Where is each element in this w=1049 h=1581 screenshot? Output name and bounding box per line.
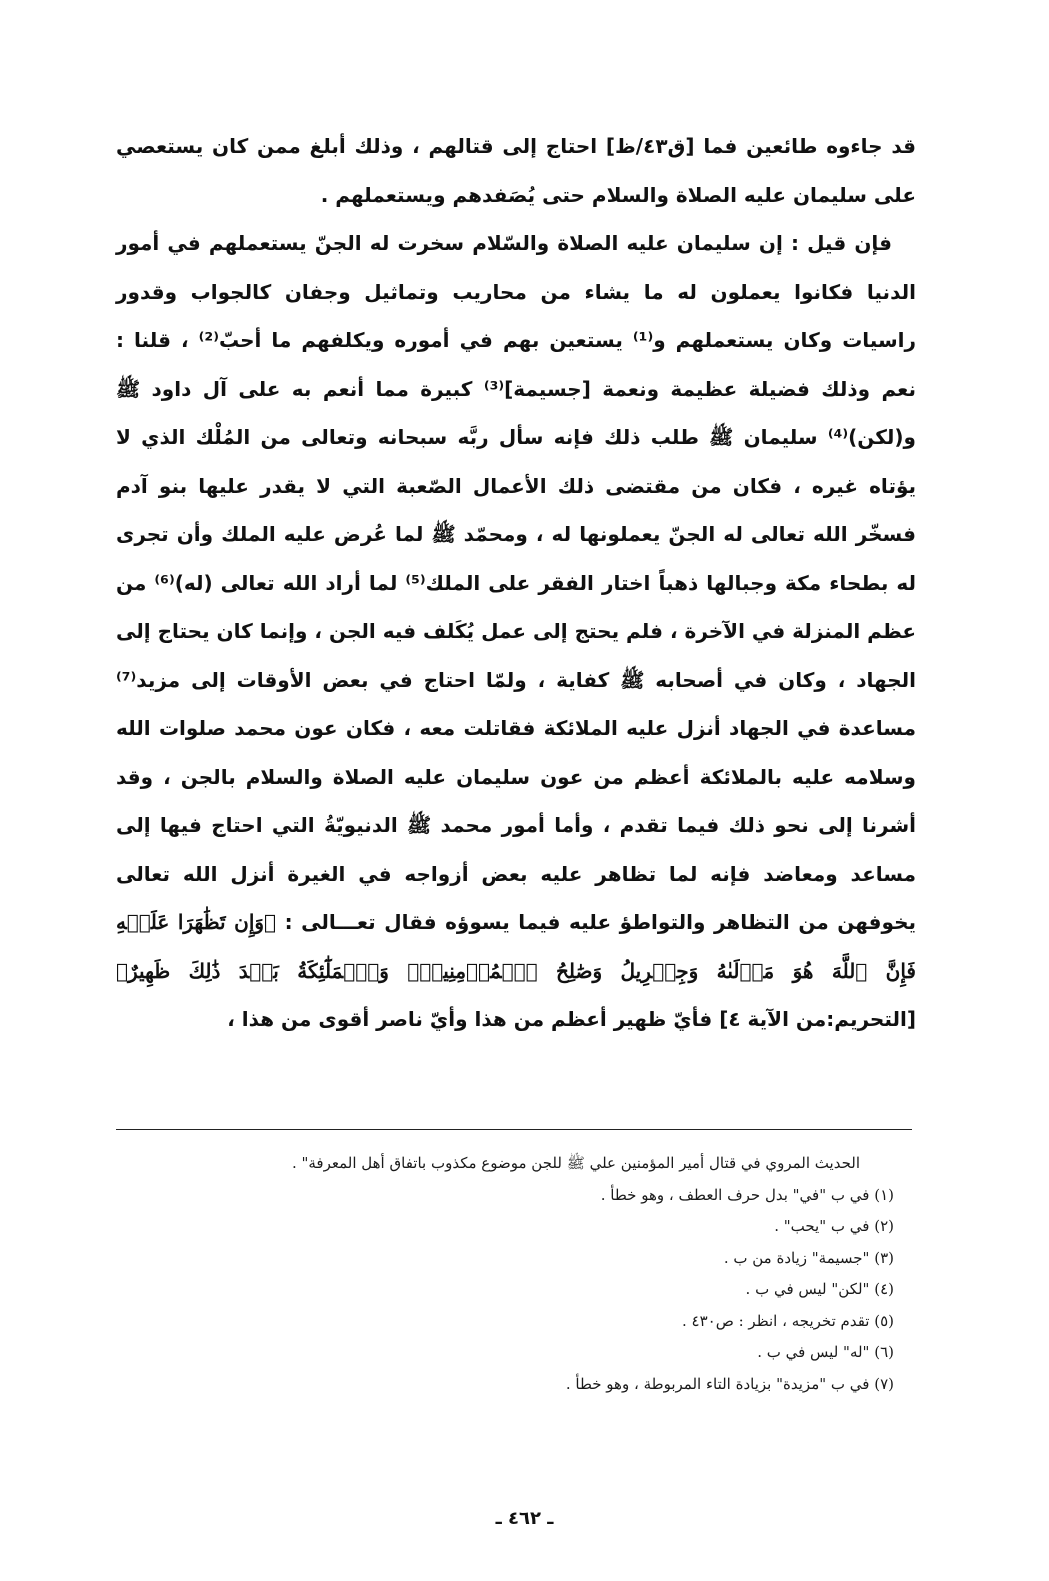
text-line: أمور محمد ﷺ الدنيويّةُ التي احتاج فيها إلى مساعد ومعاضد فإنه لما تظاهر عليه بعض: [116, 813, 916, 886]
text-line: ﷺ طلب ذلك فإنه سأل ربَّه سبحانه وتعالى من المُلْك الذي لا يؤتاه غيره ، فكان من: [116, 425, 917, 498]
text-line: على سليمان عليه الصلاة والسلام حتى يُصَفدهم ويستعملهم .: [320, 182, 916, 207]
footnote-divider: [116, 1129, 912, 1130]
footnote-6: (٦) "له" ليس في ب .: [757, 1343, 894, 1361]
text-line: فأيّ ظهير أعظم من هذا وأيّ ناصر أقوى من هذا ،: [227, 1007, 713, 1031]
text-line: عظيمة ونعمة [جسيمة]⁽³⁾ كبيرة مما أنعم به على آل داود ﷺ و(لكن)⁽⁴⁾ سليمان: [116, 376, 916, 449]
text-line: اختار الفقر على الملك⁽⁵⁾ لما أراد الله تعالى (له)⁽⁶⁾ من عظم المنزلة في الآخرة ، فلم: [116, 570, 916, 643]
paragraph-2: [116, 219, 916, 1044]
footnote-5: (٥) تقدم تخريجه ، انظر : ص٤٣٠ .: [681, 1311, 894, 1330]
text-line: الملائكة فقاتلت معه ، فكان عون محمد صلوات الله وسلامه عليه بالملائكة أعظم من: [116, 716, 916, 789]
text-line: الدنيا فكانوا يعملون له ما يشاء من محاريب وتماثيل وجفان كالجواب وقدور راسيات: [116, 279, 916, 352]
quran-verse: ﴿وَإِن تَظَٰهَرَا عَلَيۡهِ فَإِنَّ ٱللَّهَ هُوَ مَوۡلَىٰهُ وَجِبۡرِيلُ وَصَٰلِحُ ٱلۡمُؤۡمِنِينَۖ وَٱلۡمَلَٰٓئِكَةُ بَعۡدَ ذَٰلِكَ ظَهِيرٌ﴾: [116, 910, 916, 983]
paragraph-1: [116, 122, 916, 219]
text-line: فإن قيل : إن سليمان عليه الصلاة والسّلام سخرت له الجنّ يستعملهم في أمور: [116, 231, 892, 255]
verse-citation: [التحريم:من الآية ٤]: [712, 1007, 916, 1031]
page-number: ـ ٤٦٢ ـ: [495, 1508, 554, 1529]
footnote-7: (٧) في ب "مزيدة" بزيادة التاء المربوطة ، وهو خطأ .: [565, 1374, 894, 1393]
footnote-continuation: الحديث المروي في قتال أمير المؤمنين علي ﷺ للجن موضوع مكذوب باتفاق أهل المعرفة" .: [291, 1154, 860, 1172]
verse-intro: تعـــالى :: [276, 910, 376, 934]
text-line: مقتضى ذلك الأعمال الصّعبة التي لا يقدر عليها بنو آدم فسخّر الله تعالى له الجنّ: [116, 473, 917, 546]
main-text-body: [116, 122, 916, 1044]
footnote-1: (١) في ب "في" بدل حرف العطف ، وهو خطأ .: [600, 1185, 894, 1204]
footnote-4: (٤) "لكن" ليس في ب .: [745, 1280, 894, 1298]
text-line: أزواجه في الغيرة أنزل الله تعالى يخوفهن من التظاهر والتواطؤ عليه فيما يسوؤه فقال: [116, 861, 916, 934]
footnotes-section: [116, 1148, 912, 1400]
text-line: يحتج إلى عمل يُكَلف فيه الجن ، وإنما كان يحتاج إلى الجهاد ، وكان في أصحابه ﷺ: [116, 619, 916, 692]
footnote-3: (٣) "جسيمة" زيادة من ب .: [723, 1248, 894, 1267]
text-line: يعملونها له ، ومحمّد ﷺ لما عُرض عليه الملك وأن تجرى له بطحاء مكة وجبالها ذهباً: [116, 522, 916, 595]
text-line: وكان يستعملهم و⁽¹⁾ يستعين بهم في أموره ويكلفهم ما أحبّ⁽²⁾ ، قلنا : نعم وذلك فضيلة: [116, 328, 916, 401]
text-line: عون سليمان عليه الصلاة والسلام بالجن ، وقد أشرنا إلى نحو ذلك فيما تقدم ، وأما: [116, 764, 916, 837]
footnote-2: (٢) في ب "يحب" .: [774, 1217, 894, 1235]
text-line: قد جاءوه طائعين فما [ق٤٣/ظ] احتاج إلى قتالهم ، وذلك أبلغ ممن كان يستعصي: [116, 134, 916, 158]
text-line: كفاية ، ولمّا احتاج في بعض الأوقات إلى مزيد⁽⁷⁾ مساعدة في الجهاد أنزل عليه: [116, 667, 917, 740]
